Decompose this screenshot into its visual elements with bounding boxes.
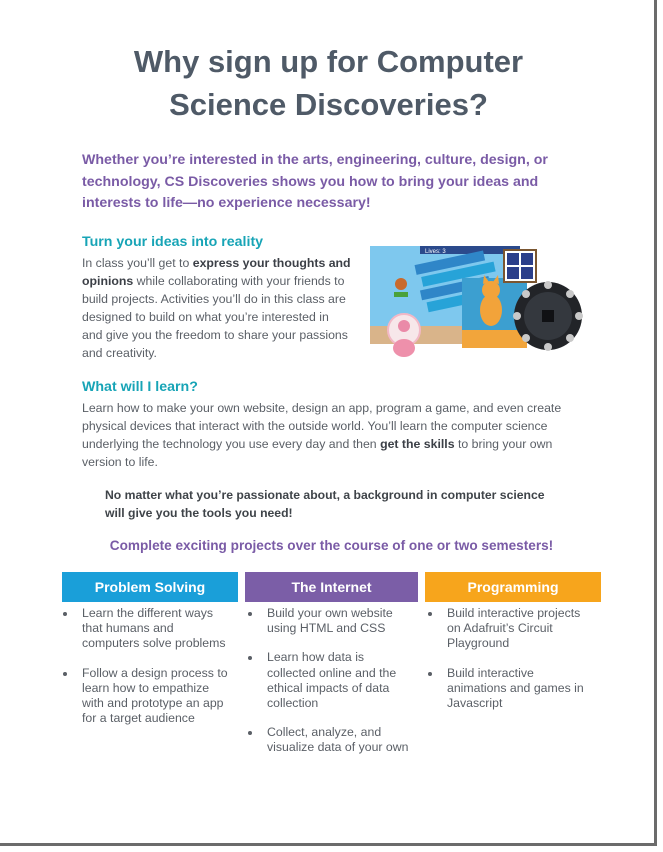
list-item-line: ethical impacts of data [267,680,390,695]
body-line: build projects. Activities you’ll do in this class are [82,292,346,306]
list-item-line: Javascript [447,696,503,711]
list-item-line: that humans and [82,621,174,636]
projects-tagline: Complete exciting projects over the course of one or two semesters! [109,538,554,553]
column-the-internet [246,606,424,770]
list-item-line: collected online and the [267,665,397,680]
list-item [61,606,241,652]
list-item-line: Playground [447,636,510,651]
list-item-line: collection [267,696,319,711]
callout-text [105,486,555,522]
intro-line: technology, CS Discoveries shows you how to bring your ideas and [82,173,539,190]
room-floor [462,330,527,348]
body-line: designed to build on what you’re interested in [82,310,329,324]
list-item [246,650,424,711]
title-line-2: Science Discoveries? [169,87,488,122]
section-heading-learn: What will I learn? [82,379,198,395]
list-item-line: Learn the different ways [82,606,214,620]
section-body-ideas [82,254,372,362]
list-item-line: Build your own website [267,606,393,620]
body-text: while collaborating with your friends to [133,274,345,288]
column-programming [426,606,611,725]
body-bold-text: opinions [82,274,134,288]
body-text: In class you’ll get to [82,256,193,270]
column-heading-programming: Programming [425,572,601,602]
body-line: and give you the freedom to share your passions [82,328,348,342]
list-item-line: learn how to empathize [82,680,210,695]
list-item-line: visualize data of your own [267,740,409,755]
list-item-line: on Adafruit’s Circuit [447,621,553,636]
body-line: physical devices that interact with the outside world. You’ll learn the computer science [82,419,548,433]
list-item-line: Build interactive projects [447,606,581,620]
body-line: and creativity. [82,346,157,360]
intro-paragraph [82,150,562,215]
list-item-line: Learn how data is [267,650,365,665]
list-item [426,666,611,712]
body-bold-text: express your thoughts and [192,256,351,270]
list-item [426,606,611,652]
body-bold-text: get the skills [380,437,455,451]
intro-line: Whether you’re interested in the arts, engineering, culture, design, or [82,152,548,168]
section-body-learn [82,399,602,471]
projects-illustration [370,238,588,362]
game-character [395,278,407,290]
list-item-line: with and prototype an app [82,696,224,711]
list-item-line: for a target audience [82,711,195,726]
intro-line: interests to life—no experience necessary! [82,195,371,211]
game-platform [394,292,408,297]
body-line [82,272,372,290]
list-item-line: animations and games in [447,680,584,695]
body-line [82,254,372,272]
body-text: to bring your own [454,437,553,451]
page-title [0,40,657,126]
list-item-line: using HTML and CSS [267,621,386,636]
body-line [82,435,602,453]
list-item-line: Build interactive [447,665,534,680]
callout-line: No matter what you’re passionate about, a background in computer science [105,488,545,502]
list-item [61,666,241,727]
game-hud-text: Lives: 3 [425,249,446,255]
list-item-line: Follow a design process to [82,665,228,680]
section-heading-ideas: Turn your ideas into reality [82,234,264,250]
list-item [246,725,424,755]
list-item-line: Collect, analyze, and [267,725,382,740]
column-heading-the-internet: The Internet [245,572,418,602]
column-problem-solving [61,606,241,740]
list-item [246,606,424,636]
body-line: Learn how to make your own website, design an app, program a game, and even create [82,401,562,415]
body-line: version to life. [82,455,158,469]
column-heading-problem-solving: Problem Solving [62,572,238,602]
body-text: underlying the technology you use every day and then [82,437,381,451]
callout-line: will give you the tools you need! [105,506,293,520]
list-item-line: computers solve problems [82,636,226,651]
title-line-1: Why sign up for Computer [133,44,524,79]
